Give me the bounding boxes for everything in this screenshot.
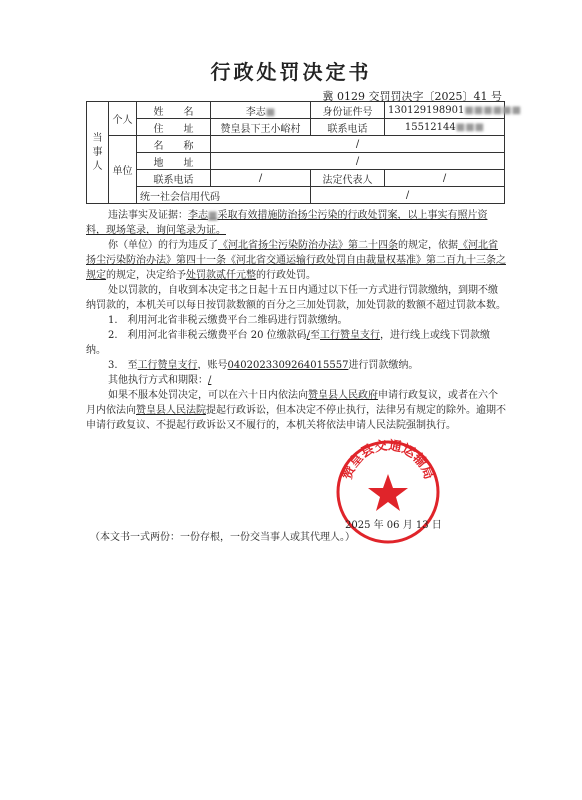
id-redaction: ■■■■■■ [464,104,522,116]
method-2-code: / [306,330,310,341]
table-row [87,119,505,136]
phone-text: 15512144 [404,121,456,133]
table-row [87,153,505,170]
violation-text-3: 的规定，决定给予 [106,270,186,281]
credit-code-label: 统一社会信用代码 [137,187,311,204]
violation-paragraph [86,238,506,283]
table-row [87,102,505,119]
violation-text-1: 你（单位）的行为违反了 [108,240,218,251]
name-value [211,102,311,119]
id-label: 身份证件号 [311,102,385,119]
party-group-label [87,102,109,204]
table-row [87,136,505,153]
legal-rep-label: 法定代表人 [311,170,385,187]
appeal-text-2: 申请行政复议，或者在六个月内依法向 [86,390,498,416]
unit-phone-label: 联系电话 [137,170,211,187]
appeal-government: 赞皇县人民政府 [308,390,378,401]
address-label: 住 址 [137,119,211,136]
decision-body [86,208,506,433]
appeal-court: 赞皇县人民法院 [136,405,206,416]
facts-name: 李志 [188,210,208,221]
facts-paragraph [86,208,506,238]
unit-address-value: / [211,153,505,170]
method-3-text-b: ，账号 [197,360,228,371]
unit-label: 单位 [109,136,137,204]
appeal-text-1: 如果不服本处罚决定，可以在六十日内依法向 [108,390,308,401]
method-1: 1. 利用河北省非税云缴费平台二维码进行罚款缴纳。 [108,315,348,326]
legal-rep-value: / [385,170,505,187]
seal-text [339,438,436,482]
unit-name-value: / [211,136,505,153]
name-text: 李志 [245,106,266,118]
method-3 [86,358,506,373]
party-group-text: 当事人 [92,132,103,172]
id-value [385,102,522,119]
other-method [86,373,506,388]
method-2-text-a: 2. 利用河北省非税云缴费平台 20 位缴款码 [108,330,307,341]
appeal-paragraph [86,388,506,433]
phone-label: 联系电话 [311,119,385,136]
unit-address-label: 地 址 [137,153,211,170]
violation-law: 《河北省扬尘污染防治办法》第二十四条 [218,240,398,251]
address-value: 赞皇县下王小峪村 [211,119,311,136]
name-label: 姓 名 [137,102,211,119]
document-date: 2025 年 06 月 13 日 [345,520,442,531]
method-3-bank: 工行赞皇支行 [137,360,198,371]
violation-text-4: 的行政处罚。 [256,270,316,281]
method-2-bank: 工行赞皇支行 [320,330,380,341]
id-text: 130129198901 [388,104,465,116]
document-title: 行政处罚决定书 [210,60,372,84]
method-3-text-c: 进行罚款缴纳。 [348,360,419,371]
unit-phone-value: / [211,170,311,187]
method-2-text-b: 至 [310,330,320,341]
phone-value [385,119,505,136]
method-3-text-a: 3. 至 [108,360,138,371]
violation-text-2: 的规定，依据 [398,240,458,251]
method-2-text-c: ，进行线上或线下罚款缴纳。 [86,330,490,356]
unit-name-label: 名 称 [137,136,211,153]
individual-label: 个人 [109,102,137,136]
other-method-value: / [208,375,212,386]
document-footer: （本文书一式两份：一份存根，一份交当事人或其代理人。） [90,532,355,543]
name-redaction: ■ [265,106,276,118]
penalty-amount: 处罚款贰仟元整 [186,270,256,281]
document-number: 冀 0129 交罚罚决字〔2025〕41 号 [322,90,502,103]
seal-text-path: 赞皇县交通运输局 [339,438,437,482]
facts-redaction: ■ [208,210,218,221]
seal-star-icon [368,474,408,511]
facts-label: 违法事实及证据： [108,210,188,221]
phone-redaction: ■■■ [455,121,485,133]
appeal-text-3: 提起行政诉讼，但本决定不停止执行，法律另有规定的除外。逾期不申请行政复议、不提起行政诉讼又不履行的，本机关将依法申请人民法院强制执行。 [86,405,506,431]
party-table [86,101,522,204]
basis-law: 《河北省扬尘污染防治办法》第四十一条《河北省交通运输行政处罚自由裁量权基准》第二百九十三条之规定 [86,240,506,281]
method-2 [86,328,506,358]
facts-text: 采取有效措施防治扬尘污染的行政处罚案，以上事实有照片资料，现场笔录，询问笔录为证。 [86,210,488,236]
other-method-label: 其他执行方式和期限： [108,375,208,386]
credit-code-value: / [311,187,505,204]
method-3-account: 0402023309264015557 [227,360,349,371]
table-row [87,170,505,187]
fine-paragraph: 处以罚款的，自收到本决定书之日起十五日内通过以下任一方式进行罚款缴纳，到期不缴纳罚款的，本机关可以每日按罚款数额的百分之三加处罚款，加处罚款的数额不超过罚款本数。 [86,285,506,311]
table-row [87,187,505,204]
